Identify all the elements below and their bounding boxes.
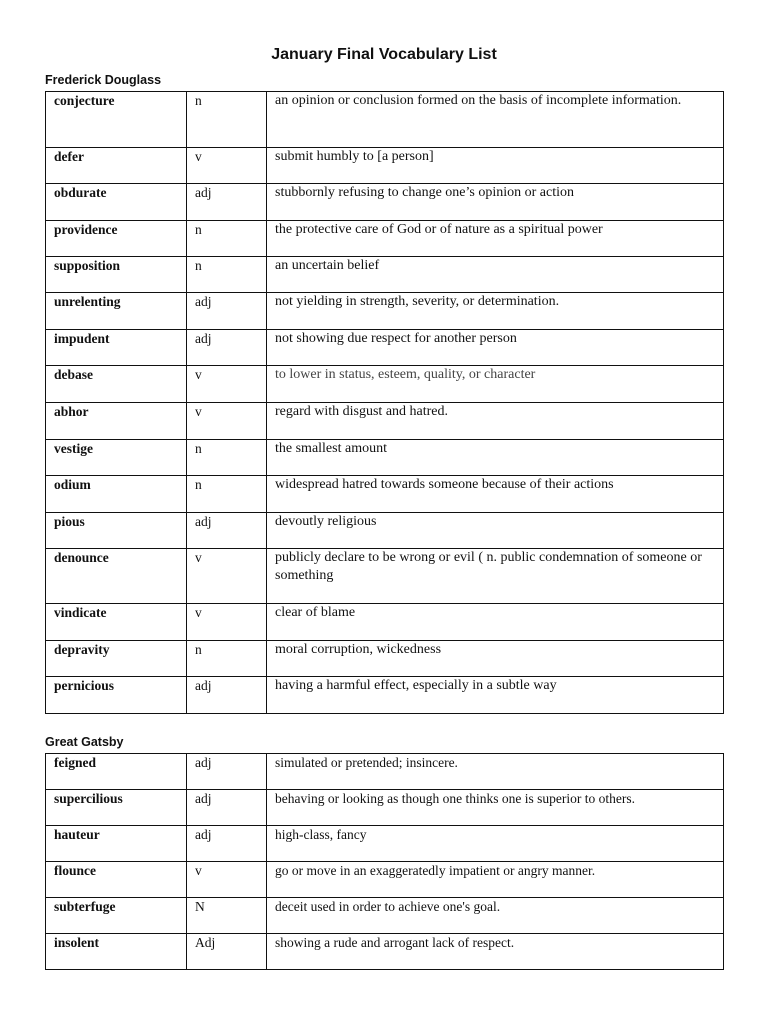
section-label-great-gatsby: Great Gatsby [45,735,124,749]
definition: clear of blame [267,604,724,641]
part-of-speech: adj [187,790,267,826]
definition: submit humbly to [a person] [267,148,724,184]
table-row [46,330,724,366]
definition: an uncertain belief [267,257,724,293]
part-of-speech: N [187,898,267,934]
vocab-word: flounce [46,862,187,898]
vocab-word: pernicious [46,677,187,714]
definition: go or move in an exaggeratedly impatient or angry manner. [267,862,724,898]
table-row [46,513,724,549]
table-row [46,148,724,184]
vocab-word: feigned [46,754,187,790]
table-row [46,403,724,440]
table-row [46,92,724,148]
table-row [46,549,724,604]
vocab-word: denounce [46,549,187,604]
table-row [46,366,724,403]
vocab-word: odium [46,476,187,513]
vocab-word: abhor [46,403,187,440]
table-row [46,677,724,714]
definition: moral corruption, wickedness [267,641,724,677]
definition: deceit used in order to achieve one's goal. [267,898,724,934]
part-of-speech: v [187,604,267,641]
vocab-word: defer [46,148,187,184]
part-of-speech: adj [187,184,267,221]
definition: having a harmful effect, especially in a subtle way [267,677,724,714]
part-of-speech: v [187,862,267,898]
part-of-speech: n [187,221,267,257]
table-row [46,184,724,221]
vocab-word: pious [46,513,187,549]
part-of-speech: v [187,148,267,184]
vocab-word: obdurate [46,184,187,221]
vocab-word: supercilious [46,790,187,826]
table-row [46,898,724,934]
part-of-speech: v [187,366,267,403]
table-row [46,641,724,677]
table-row [46,221,724,257]
part-of-speech: adj [187,513,267,549]
vocab-word: unrelenting [46,293,187,330]
definition: behaving or looking as though one thinks one is superior to others. [267,790,724,826]
vocab-word: insolent [46,934,187,970]
vocab-word: subterfuge [46,898,187,934]
table-row [46,476,724,513]
vocab-word: impudent [46,330,187,366]
vocab-word: providence [46,221,187,257]
vocab-table-frederick-douglass [45,91,724,714]
part-of-speech: n [187,92,267,148]
table-row [46,754,724,790]
part-of-speech: n [187,257,267,293]
part-of-speech: adj [187,826,267,862]
definition: widespread hatred towards someone because of their actions [267,476,724,513]
part-of-speech: v [187,549,267,604]
definition: simulated or pretended; insincere. [267,754,724,790]
vocab-word: vindicate [46,604,187,641]
definition: stubbornly refusing to change one’s opinion or action [267,184,724,221]
definition: publicly declare to be wrong or evil ( n. public condemnation of someone or something [267,549,724,604]
part-of-speech: adj [187,330,267,366]
part-of-speech: Adj [187,934,267,970]
vocab-word: supposition [46,257,187,293]
part-of-speech: n [187,476,267,513]
vocab-table-great-gatsby [45,753,724,970]
table-row [46,604,724,641]
page-title: January Final Vocabulary List [271,46,497,63]
table-row [46,934,724,970]
definition: showing a rude and arrogant lack of respect. [267,934,724,970]
definition: regard with disgust and hatred. [267,403,724,440]
table-row [46,862,724,898]
part-of-speech: adj [187,293,267,330]
vocab-word: debase [46,366,187,403]
part-of-speech: adj [187,677,267,714]
part-of-speech: adj [187,754,267,790]
part-of-speech: v [187,403,267,440]
table-row [46,257,724,293]
table-row [46,440,724,476]
vocab-word: conjecture [46,92,187,148]
definition: the smallest amount [267,440,724,476]
definition: to lower in status, esteem, quality, or character [267,366,724,403]
vocab-table-body [46,92,724,714]
vocab-word: hauteur [46,826,187,862]
table-row [46,826,724,862]
section-label-frederick-douglass: Frederick Douglass [45,73,162,87]
vocab-table-body [46,754,724,970]
vocab-word: vestige [46,440,187,476]
definition: high-class, fancy [267,826,724,862]
definition: devoutly religious [267,513,724,549]
definition: an opinion or conclusion formed on the basis of incomplete information. [267,92,724,148]
definition: not showing due respect for another person [267,330,724,366]
definition: not yielding in strength, severity, or determination. [267,293,724,330]
part-of-speech: n [187,440,267,476]
definition: the protective care of God or of nature as a spiritual power [267,221,724,257]
table-row [46,293,724,330]
vocab-word: depravity [46,641,187,677]
part-of-speech: n [187,641,267,677]
table-row [46,790,724,826]
